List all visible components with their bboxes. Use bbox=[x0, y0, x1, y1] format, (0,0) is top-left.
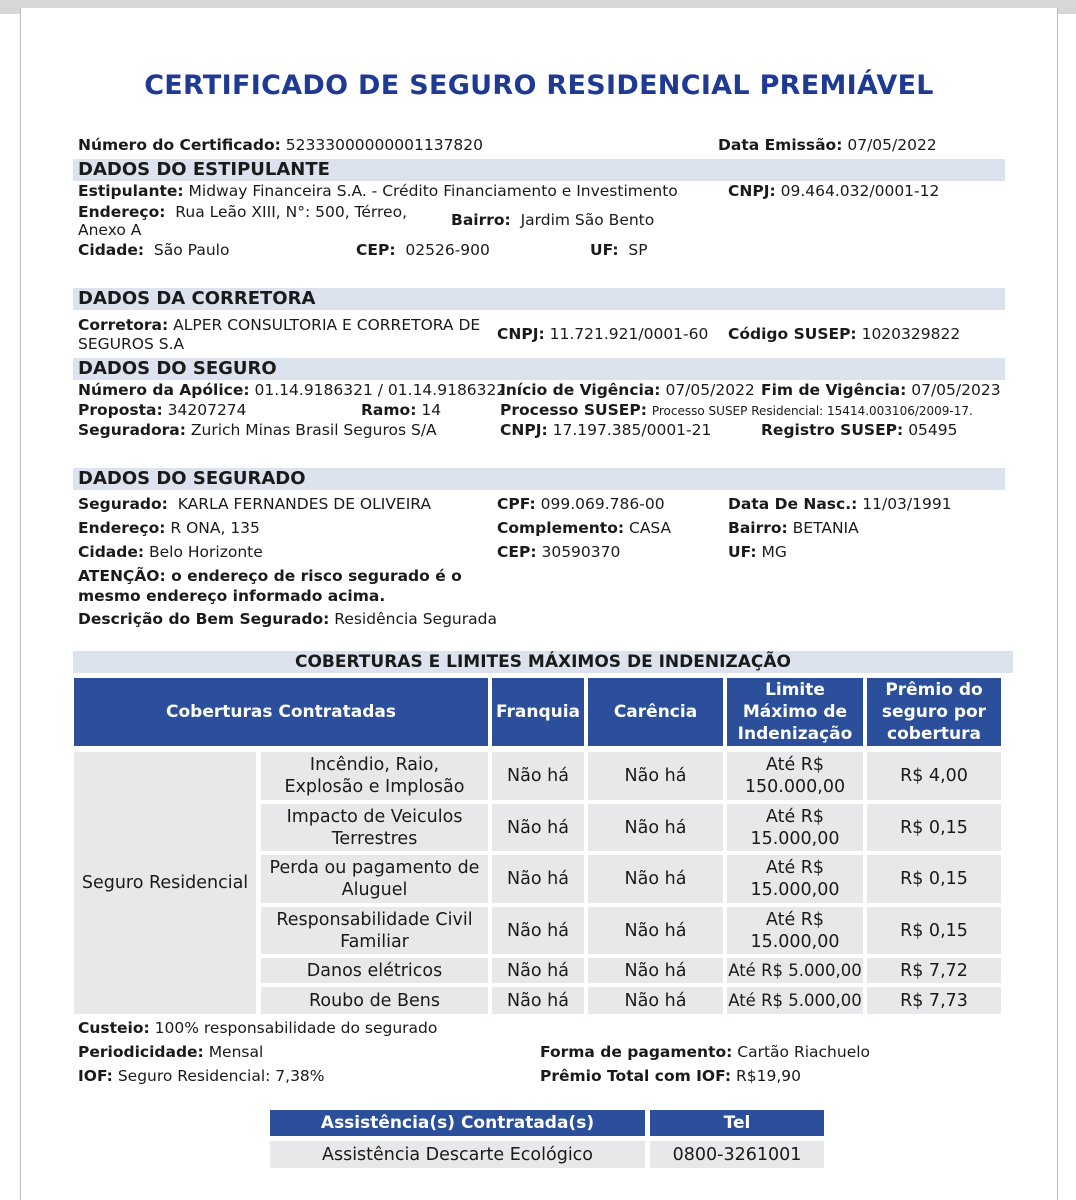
estipulante-endereco-value: Rua Leão XIII, N°: 500, Térreo, bbox=[175, 203, 407, 221]
coverage-name: Perda ou pagamento de Aluguel bbox=[261, 855, 488, 903]
header-premio: Prêmio do seguro por cobertura bbox=[867, 678, 1001, 746]
iof-line bbox=[78, 1067, 325, 1085]
coverage-name: Incêndio, Raio, Explosão e Implosão bbox=[261, 752, 488, 800]
emissao-label: Data Emissão: bbox=[718, 136, 843, 154]
proposta-label: Proposta: bbox=[78, 401, 163, 419]
corretora-cnpj bbox=[497, 325, 708, 343]
coverage-limite: Até R$ 15.000,00 bbox=[727, 804, 863, 851]
corretora-susep bbox=[728, 325, 960, 343]
atencao-line-2: mesmo endereço informado acima. bbox=[78, 587, 386, 605]
coverage-limite: Até R$ 5.000,00 bbox=[727, 987, 863, 1014]
coverage-franquia: Não há bbox=[492, 987, 584, 1014]
coverage-premio: R$ 0,15 bbox=[867, 855, 1001, 903]
coverage-carencia: Não há bbox=[588, 752, 723, 800]
corretora-section-title: DADOS DA CORRETORA bbox=[78, 288, 316, 309]
page-title: CERTIFICADO DE SEGURO RESIDENCIAL PREMIÁVEL bbox=[144, 70, 934, 101]
corretora-value: ALPER CONSULTORIA E CORRETORA DE bbox=[173, 316, 481, 334]
coverage-franquia: Não há bbox=[492, 958, 584, 983]
estipulante-cnpj bbox=[728, 182, 939, 200]
estipulante-bairro bbox=[451, 211, 654, 229]
seguradora-label: Seguradora: bbox=[78, 421, 186, 439]
estipulante-bairro-label: Bairro: bbox=[451, 211, 511, 229]
estipulante-cidade bbox=[78, 241, 229, 259]
estipulante-cep-value: 02526-900 bbox=[405, 241, 490, 259]
coverage-carencia: Não há bbox=[588, 804, 723, 851]
cpf-label: CPF: bbox=[497, 495, 536, 513]
proposta-value: 34207274 bbox=[167, 401, 247, 419]
coverage-franquia: Não há bbox=[492, 804, 584, 851]
periodicidade-value: Mensal bbox=[208, 1043, 264, 1061]
coverage-premio: R$ 0,15 bbox=[867, 907, 1001, 954]
premio-total-value: R$19,90 bbox=[735, 1067, 801, 1085]
corretora-value-cont: SEGUROS S.A bbox=[78, 335, 185, 353]
segurado-section-title: DADOS DO SEGURADO bbox=[78, 468, 306, 489]
coverage-limite: Até R$ 15.000,00 bbox=[727, 855, 863, 903]
coverage-franquia: Não há bbox=[492, 855, 584, 903]
segurado-value: KARLA FERNANDES DE OLIVEIRA bbox=[177, 495, 432, 513]
corretora-susep-value: 1020329822 bbox=[861, 325, 961, 343]
segurado-cidade bbox=[78, 543, 263, 561]
emissao-line bbox=[718, 136, 937, 154]
emissao-value: 07/05/2022 bbox=[847, 136, 937, 154]
segurado-uf-value: MG bbox=[761, 543, 787, 561]
descricao-label: Descrição do Bem Segurado: bbox=[78, 610, 330, 628]
coverage-premio: R$ 4,00 bbox=[867, 752, 1001, 800]
registro-label: Registro SUSEP: bbox=[761, 421, 904, 439]
header-limite: Limite Máximo de Indenização bbox=[727, 678, 863, 746]
corretora-cnpj-label: CNPJ: bbox=[497, 325, 545, 343]
apolice-label: Número da Apólice: bbox=[78, 381, 250, 399]
certificado-label: Número do Certificado: bbox=[78, 136, 281, 154]
seguro-ramo bbox=[361, 401, 441, 419]
header-franquia: Franquia bbox=[492, 678, 584, 746]
forma-value: Cartão Riachuelo bbox=[737, 1043, 871, 1061]
segurado-bairro-label: Bairro: bbox=[728, 519, 788, 537]
coverage-carencia: Não há bbox=[588, 855, 723, 903]
coverage-premio: R$ 7,73 bbox=[867, 987, 1001, 1014]
coverage-limite: Até R$ 150.000,00 bbox=[727, 752, 863, 800]
estipulante-section-title: DADOS DO ESTIPULANTE bbox=[78, 159, 330, 180]
coverage-carencia: Não há bbox=[588, 907, 723, 954]
seguro-fim bbox=[761, 381, 1001, 399]
descricao-bem bbox=[78, 610, 497, 628]
custeio-label: Custeio: bbox=[78, 1019, 150, 1037]
complemento-value: CASA bbox=[629, 519, 672, 537]
coverage-name: Danos elétricos bbox=[261, 958, 488, 983]
segurado-bairro bbox=[728, 519, 859, 537]
forma-label: Forma de pagamento: bbox=[540, 1043, 733, 1061]
assistencia-tel: 0800-3261001 bbox=[650, 1141, 824, 1168]
segurado-nasc bbox=[728, 495, 952, 513]
nasc-value: 11/03/1991 bbox=[862, 495, 952, 513]
estipulante-uf-label: UF: bbox=[590, 241, 619, 259]
coverage-franquia: Não há bbox=[492, 752, 584, 800]
assistencia-nome: Assistência Descarte Ecológico bbox=[270, 1141, 645, 1168]
seguro-seguradora bbox=[78, 421, 437, 439]
estipulante-cidade-value: São Paulo bbox=[153, 241, 230, 259]
periodicidade-label: Periodicidade: bbox=[78, 1043, 204, 1061]
header-carencia: Carência bbox=[588, 678, 723, 746]
segurado-label: Segurado: bbox=[78, 495, 168, 513]
estipulante-uf-value: SP bbox=[628, 241, 648, 259]
coberturas-title: COBERTURAS E LIMITES MÁXIMOS DE INDENIZAÇÃO bbox=[294, 652, 791, 672]
segurado-cidade-value: Belo Horizonte bbox=[149, 543, 263, 561]
segurado-cep bbox=[497, 543, 620, 561]
estipulante-label: Estipulante: bbox=[78, 182, 184, 200]
segurado-cep-value: 30590370 bbox=[541, 543, 621, 561]
corretora-label: Corretora: bbox=[78, 316, 169, 334]
coverage-premio: R$ 7,72 bbox=[867, 958, 1001, 983]
seguro-cnpj bbox=[500, 421, 711, 439]
coverage-limite: Até R$ 15.000,00 bbox=[727, 907, 863, 954]
coverage-franquia: Não há bbox=[492, 907, 584, 954]
estipulante-endereco bbox=[78, 203, 407, 221]
periodicidade-line bbox=[78, 1043, 263, 1061]
estipulante-cep-label: CEP: bbox=[356, 241, 396, 259]
segurado-nome bbox=[78, 495, 431, 513]
ramo-value: 14 bbox=[421, 401, 442, 419]
processo-value: Processo SUSEP Residencial: 15414.003106/2009-17. bbox=[651, 404, 973, 418]
coverage-premio: R$ 0,15 bbox=[867, 804, 1001, 851]
forma-pagamento-line bbox=[540, 1043, 870, 1061]
apolice-value: 01.14.9186321 / 01.14.9186322 bbox=[254, 381, 507, 399]
fim-label: Fim de Vigência: bbox=[761, 381, 907, 399]
segurado-cpf bbox=[497, 495, 665, 513]
header-coberturas: Coberturas Contratadas bbox=[74, 678, 488, 746]
certificate-page bbox=[20, 8, 1058, 1200]
registro-value: 05495 bbox=[908, 421, 958, 439]
corretora-line bbox=[78, 316, 480, 334]
segurado-cep-label: CEP: bbox=[497, 543, 537, 561]
premio-total-line bbox=[540, 1067, 801, 1085]
ramo-label: Ramo: bbox=[361, 401, 417, 419]
coverage-carencia: Não há bbox=[588, 958, 723, 983]
nasc-label: Data De Nasc.: bbox=[728, 495, 858, 513]
custeio-line bbox=[78, 1019, 437, 1037]
segurado-uf bbox=[728, 543, 787, 561]
seguro-cnpj-label: CNPJ: bbox=[500, 421, 548, 439]
estipulante-cnpj-value: 09.464.032/0001-12 bbox=[780, 182, 940, 200]
iof-value: Seguro Residencial: 7,38% bbox=[117, 1067, 325, 1085]
estipulante-endereco-label: Endereço: bbox=[78, 203, 166, 221]
cpf-value: 099.069.786-00 bbox=[540, 495, 665, 513]
seguro-cnpj-value: 17.197.385/0001-21 bbox=[552, 421, 712, 439]
seguro-processo bbox=[500, 401, 973, 419]
estipulante-bairro-value: Jardim São Bento bbox=[520, 211, 655, 229]
certificado-line bbox=[78, 136, 483, 154]
segurado-endereco-label: Endereço: bbox=[78, 519, 166, 537]
estipulante-cidade-label: Cidade: bbox=[78, 241, 145, 259]
estipulante-cnpj-label: CNPJ: bbox=[728, 182, 776, 200]
segurado-cidade-label: Cidade: bbox=[78, 543, 145, 561]
seguro-section-title: DADOS DO SEGURO bbox=[78, 358, 277, 379]
estipulante-value: Midway Financeira S.A. - Crédito Financiamento e Investimento bbox=[188, 182, 678, 200]
custeio-value: 100% responsabilidade do segurado bbox=[154, 1019, 438, 1037]
premio-total-label: Prêmio Total com IOF: bbox=[540, 1067, 732, 1085]
atencao-line-1: ATENÇÃO: o endereço de risco segurado é o bbox=[78, 567, 462, 585]
coverage-name: Roubo de Bens bbox=[261, 987, 488, 1014]
estipulante-uf bbox=[590, 241, 648, 259]
coverage-name: Impacto de Veiculos Terrestres bbox=[261, 804, 488, 851]
coverage-carencia: Não há bbox=[588, 987, 723, 1014]
iof-label: IOF: bbox=[78, 1067, 113, 1085]
estipulante-cep bbox=[356, 241, 490, 259]
processo-label: Processo SUSEP: bbox=[500, 401, 647, 419]
corretora-cnpj-value: 11.721.921/0001-60 bbox=[549, 325, 709, 343]
estipulante-endereco-cont: Anexo A bbox=[78, 221, 142, 239]
header-tel: Tel bbox=[650, 1110, 824, 1136]
corretora-susep-label: Código SUSEP: bbox=[728, 325, 857, 343]
header-assistencias: Assistência(s) Contratada(s) bbox=[270, 1110, 645, 1136]
segurado-uf-label: UF: bbox=[728, 543, 757, 561]
seguradora-value: Zurich Minas Brasil Seguros S/A bbox=[190, 421, 437, 439]
segurado-endereco bbox=[78, 519, 260, 537]
complemento-label: Complemento: bbox=[497, 519, 625, 537]
estipulante-line bbox=[78, 182, 678, 200]
seguro-apolice bbox=[78, 381, 506, 399]
fim-value: 07/05/2023 bbox=[911, 381, 1001, 399]
inicio-label: Início de Vigência: bbox=[500, 381, 661, 399]
inicio-value: 07/05/2022 bbox=[665, 381, 755, 399]
coverage-limite: Até R$ 5.000,00 bbox=[727, 958, 863, 983]
seguro-inicio bbox=[500, 381, 755, 399]
segurado-bairro-value: BETANIA bbox=[792, 519, 859, 537]
segurado-complemento bbox=[497, 519, 671, 537]
seguro-registro bbox=[761, 421, 958, 439]
coverage-name: Responsabilidade Civil Familiar bbox=[261, 907, 488, 954]
descricao-value: Residência Segurada bbox=[334, 610, 497, 628]
seguro-proposta bbox=[78, 401, 247, 419]
group-seguro-residencial: Seguro Residencial bbox=[74, 752, 256, 1014]
segurado-endereco-value: R ONA, 135 bbox=[170, 519, 260, 537]
certificado-value: 52333000000001137820 bbox=[285, 136, 484, 154]
